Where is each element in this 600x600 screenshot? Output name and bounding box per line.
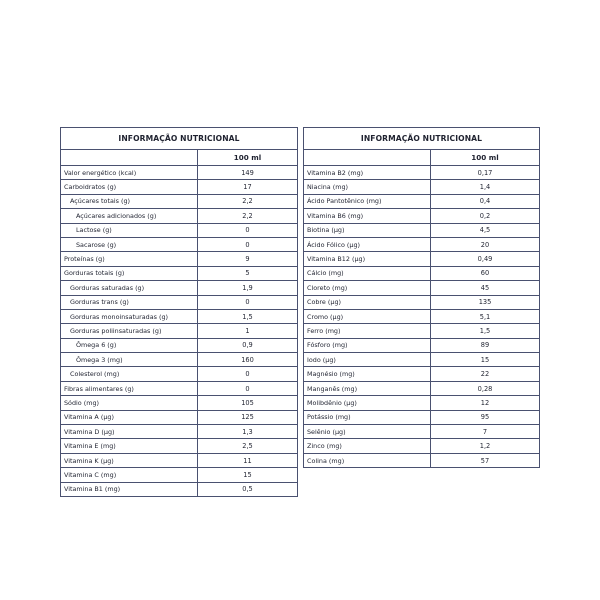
nutrient-value: 12: [480, 398, 490, 407]
table-row: [304, 425, 539, 439]
table-row: [61, 396, 297, 410]
nutrient-label: Vitamina B12 (µg): [304, 252, 431, 265]
table-row: [304, 339, 539, 353]
table-row: [61, 468, 297, 482]
table-row: [61, 411, 297, 425]
table-row: [61, 483, 297, 496]
nutrient-value: 57: [480, 456, 490, 465]
nutrient-label: Vitamina B6 (mg): [304, 209, 431, 222]
nutrient-value: 0,17: [477, 168, 493, 177]
table-row: [61, 454, 297, 468]
nutrient-label: Fibras alimentares (g): [61, 382, 198, 395]
table-row: [61, 310, 297, 324]
table-row: [304, 353, 539, 367]
table-row: [61, 382, 297, 396]
table-row: [61, 209, 297, 223]
nutrient-value: 1,2: [479, 442, 491, 451]
nutrient-value: 1,5: [479, 326, 491, 335]
table-row: [304, 367, 539, 381]
nutrient-value: 20: [480, 240, 490, 249]
nutrient-label: Manganês (mg): [304, 382, 431, 395]
table-row: [304, 411, 539, 425]
nutrient-label: Biotina (µg): [304, 224, 431, 237]
nutrient-label: Vitamina B1 (mg): [61, 483, 198, 496]
table-body: [304, 166, 539, 467]
nutrient-value: 0,28: [477, 384, 493, 393]
nutrient-value: 11: [243, 456, 252, 465]
nutrient-value: 7: [482, 427, 488, 436]
nutrient-label: Açúcares totais (g): [61, 195, 198, 208]
table-row: [61, 324, 297, 338]
nutrient-label: Gorduras saturadas (g): [61, 281, 198, 294]
header-label-cell: [61, 150, 198, 165]
table-row: [304, 324, 539, 338]
table-row: [304, 166, 539, 180]
table-row: [61, 367, 297, 381]
nutrient-label: Cloreto (mg): [304, 281, 431, 294]
nutrient-label: Sódio (mg): [61, 396, 198, 409]
nutrient-label: Gorduras monoinsaturadas (g): [61, 310, 198, 323]
nutrient-value: 2,2: [242, 197, 253, 206]
nutrient-value: 60: [480, 269, 490, 278]
nutrient-label: Gorduras totais (g): [61, 267, 198, 280]
nutrient-label: Magnésio (mg): [304, 367, 431, 380]
nutrient-label: Lactose (g): [61, 224, 198, 237]
nutrient-value: 15: [480, 355, 490, 364]
nutrient-label: Colina (mg): [304, 454, 431, 467]
nutrient-value: 1: [245, 326, 250, 335]
nutrient-value: 2,5: [242, 442, 253, 451]
nutrient-label: Ômega 6 (g): [61, 339, 198, 352]
table-row: [304, 382, 539, 396]
nutrient-value: 0: [245, 240, 250, 249]
table-row: [304, 396, 539, 410]
nutrient-value: 0: [245, 370, 250, 379]
table-row: [61, 166, 297, 180]
nutrient-value: 0: [245, 384, 250, 393]
table-header-row: [61, 150, 297, 166]
nutrient-value: 0,9: [242, 341, 253, 350]
nutrient-label: Gorduras trans (g): [61, 296, 198, 309]
table-row: [61, 353, 297, 367]
nutrient-value: 1,9: [242, 283, 253, 292]
nutrient-label: Vitamina A (µg): [61, 411, 198, 424]
nutrient-value: 1,4: [479, 183, 491, 192]
column-header: 100 ml: [471, 153, 499, 162]
nutrient-label: Ácido Pantotênico (mg): [304, 195, 431, 208]
nutrient-value: 9: [245, 255, 250, 264]
table-header-row: [304, 150, 539, 166]
nutrient-value: 125: [241, 413, 254, 422]
nutrient-value: 17: [243, 183, 252, 192]
nutrient-value: 1,3: [242, 427, 253, 436]
nutrient-label: Vitamina D (µg): [61, 425, 198, 438]
nutrient-label: Cálcio (mg): [304, 267, 431, 280]
table-row: [61, 224, 297, 238]
table-row: [61, 252, 297, 266]
table-row: [304, 296, 539, 310]
table-row: [304, 267, 539, 281]
nutrient-label: Selênio (µg): [304, 425, 431, 438]
nutrient-label: Carboidratos (g): [61, 180, 198, 193]
nutrient-label: Cobre (µg): [304, 296, 431, 309]
nutrition-table-left: [60, 127, 298, 497]
table-row: [61, 281, 297, 295]
nutrient-label: Potássio (mg): [304, 411, 431, 424]
nutrient-value: 0: [245, 298, 250, 307]
nutrient-label: Cromo (µg): [304, 310, 431, 323]
nutrient-value: 0: [245, 226, 250, 235]
table-row: [304, 195, 539, 209]
nutrient-value: 5: [245, 269, 250, 278]
nutrient-label: Vitamina K (µg): [61, 454, 198, 467]
nutrient-label: Sacarose (g): [61, 238, 198, 251]
nutrient-label: Açúcares adicionados (g): [61, 209, 198, 222]
table-row: [304, 238, 539, 252]
nutrient-label: Molibdênio (µg): [304, 396, 431, 409]
nutrient-value: 0,4: [479, 197, 491, 206]
table-row: [304, 180, 539, 194]
nutrition-table-right: [303, 127, 540, 468]
table-row: [304, 310, 539, 324]
nutrient-label: Vitamina C (mg): [61, 468, 198, 481]
nutrient-value: 45: [480, 283, 490, 292]
table-row: [304, 454, 539, 467]
table-row: [304, 439, 539, 453]
table-row: [61, 339, 297, 353]
table-row: [61, 180, 297, 194]
nutrient-label: Proteínas (g): [61, 252, 198, 265]
table-row: [61, 238, 297, 252]
nutrient-label: Gorduras poliinsaturadas (g): [61, 324, 198, 337]
table-row: [61, 425, 297, 439]
nutrient-label: Valor energético (kcal): [61, 166, 198, 179]
column-header: 100 ml: [233, 153, 262, 162]
table-body: [61, 166, 297, 496]
table-row: [61, 195, 297, 209]
nutrient-value: 0,5: [242, 485, 253, 494]
nutrient-value: 89: [480, 341, 490, 350]
nutrient-label: Ácido Fólico (µg): [304, 238, 431, 251]
nutrient-label: Ferro (mg): [304, 324, 431, 337]
nutrient-label: Vitamina E (mg): [61, 439, 198, 452]
nutrient-value: 105: [241, 398, 254, 407]
nutrient-value: 4,5: [479, 226, 491, 235]
nutrient-value: 135: [478, 298, 492, 307]
table-row: [304, 252, 539, 266]
nutrient-label: Vitamina B2 (mg): [304, 166, 431, 179]
header-label-cell: [304, 150, 431, 165]
nutrient-value: 1,5: [242, 312, 253, 321]
nutrient-value: 2,2: [242, 211, 253, 220]
nutrient-label: Fósforo (mg): [304, 339, 431, 352]
nutrient-label: Iodo (µg): [304, 353, 431, 366]
nutrient-value: 149: [241, 168, 254, 177]
table-row: [61, 267, 297, 281]
nutrient-label: Niacina (mg): [304, 180, 431, 193]
table-row: [304, 224, 539, 238]
table-row: [304, 281, 539, 295]
table-row: [61, 439, 297, 453]
nutrient-value: 22: [480, 370, 490, 379]
nutrient-value: 95: [480, 413, 490, 422]
nutrient-value: 160: [241, 355, 254, 364]
table-row: [304, 209, 539, 223]
nutrient-label: Colesterol (mg): [61, 367, 198, 380]
nutrient-value: 5,1: [479, 312, 491, 321]
table-row: [61, 296, 297, 310]
nutrient-value: 0,49: [477, 255, 493, 264]
nutrient-label: Zinco (mg): [304, 439, 431, 452]
table-title: INFORMAÇÃO NUTRICIONAL: [61, 128, 297, 150]
nutrient-value: 0,2: [479, 211, 491, 220]
nutrient-value: 15: [243, 470, 252, 479]
nutrient-label: Ômega 3 (mg): [61, 353, 198, 366]
table-title: INFORMAÇÃO NUTRICIONAL: [304, 128, 539, 150]
